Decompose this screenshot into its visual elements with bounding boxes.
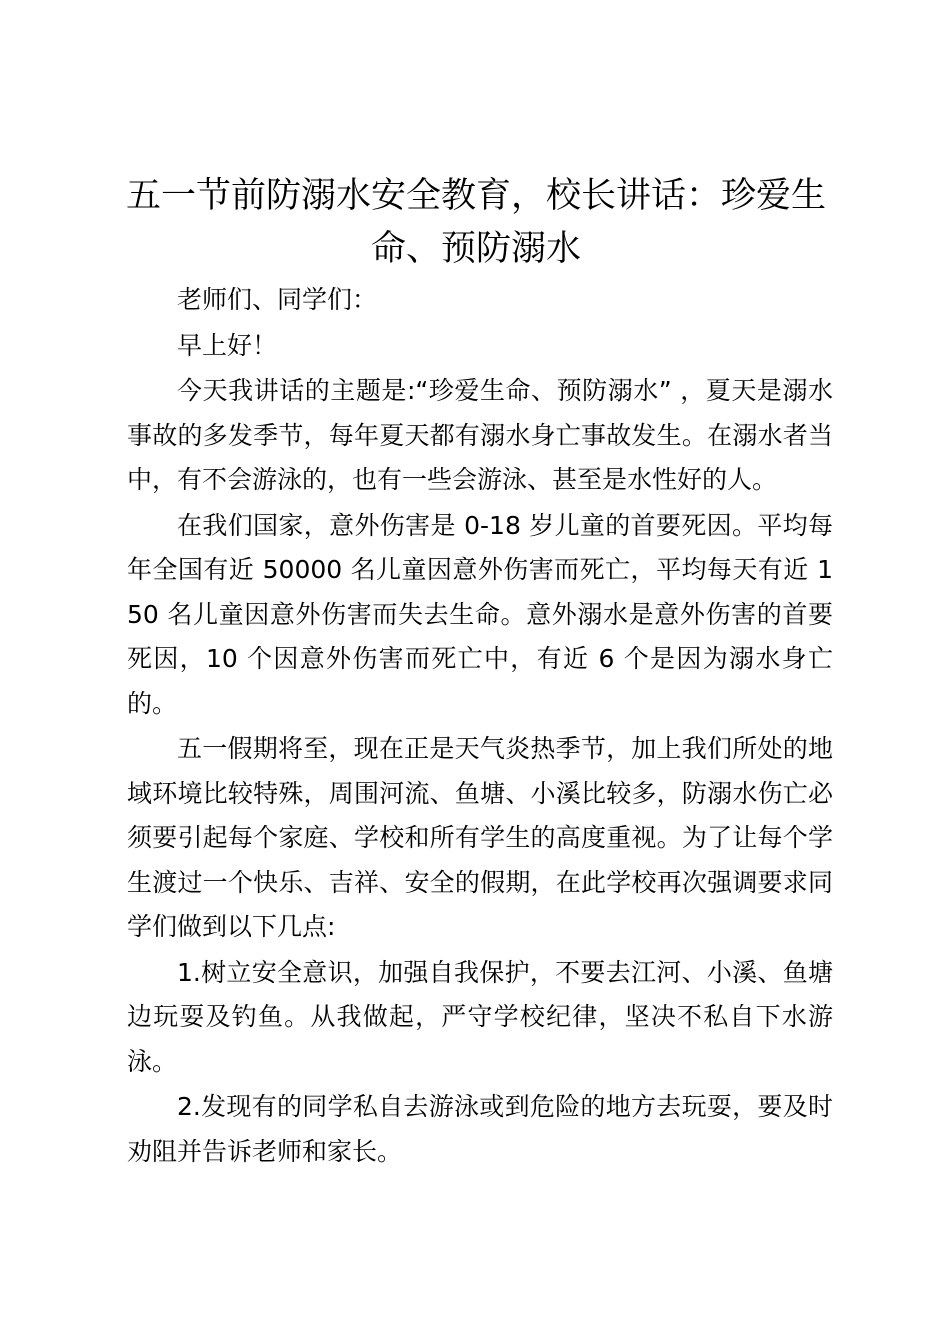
paragraph-holiday: 五一假期将至，现在正是天气炎热季节，加上我们所处的地域环境比较特殊，周围河流、鱼塘、小溪比较多，防溺水伤亡必须要引起每个家庭、学校和所有学生的高度重视。为了让每个学生渡过一个快乐、吉祥、安全的假期，在此学校再次强调要求同学们做到以下几点: (127, 734, 833, 941)
paragraph-topic: 今天我讲话的主题是:“珍爱生命、预防溺水” ，夏天是溺水事故的多发季节，每年夏天都有溺水身亡事故发生。在溺水者当中，有不会游泳的，也有一些会游泳、甚至是水性好的人。 (127, 376, 833, 494)
document-title: 五一节前防溺水安全教育，校长讲话：珍爱生命、预防溺水 (125, 176, 826, 269)
salutation: 老师们、同学们： (177, 285, 378, 314)
rule-item-1: 1.树立安全意识，加强自我保护，不要去江河、小溪、鱼塘边玩耍及钓鱼。从我做起，严守学校纪律，坚决不私自下水游泳。 (127, 957, 833, 1076)
paragraph-statistics: 在我们国家，意外伤害是 0-18 岁儿童的首要死因。平均每年全国有近 50000 名儿童因意外伤害而死亡，平均每天有近 150 名儿童因意外伤害而失去生命。意外溺水是意外伤害的首要死因，10 个因意外伤害而死亡中，有近 6 个是因为溺水身亡的。 (127, 510, 833, 718)
document-body (127, 278, 833, 1174)
rule-item-2: 2.发现有的同学私自去游泳或到危险的地方去玩耍，要及时劝阻并告诉老师和家长。 (127, 1092, 833, 1166)
greeting: 早上好！ (177, 330, 278, 360)
